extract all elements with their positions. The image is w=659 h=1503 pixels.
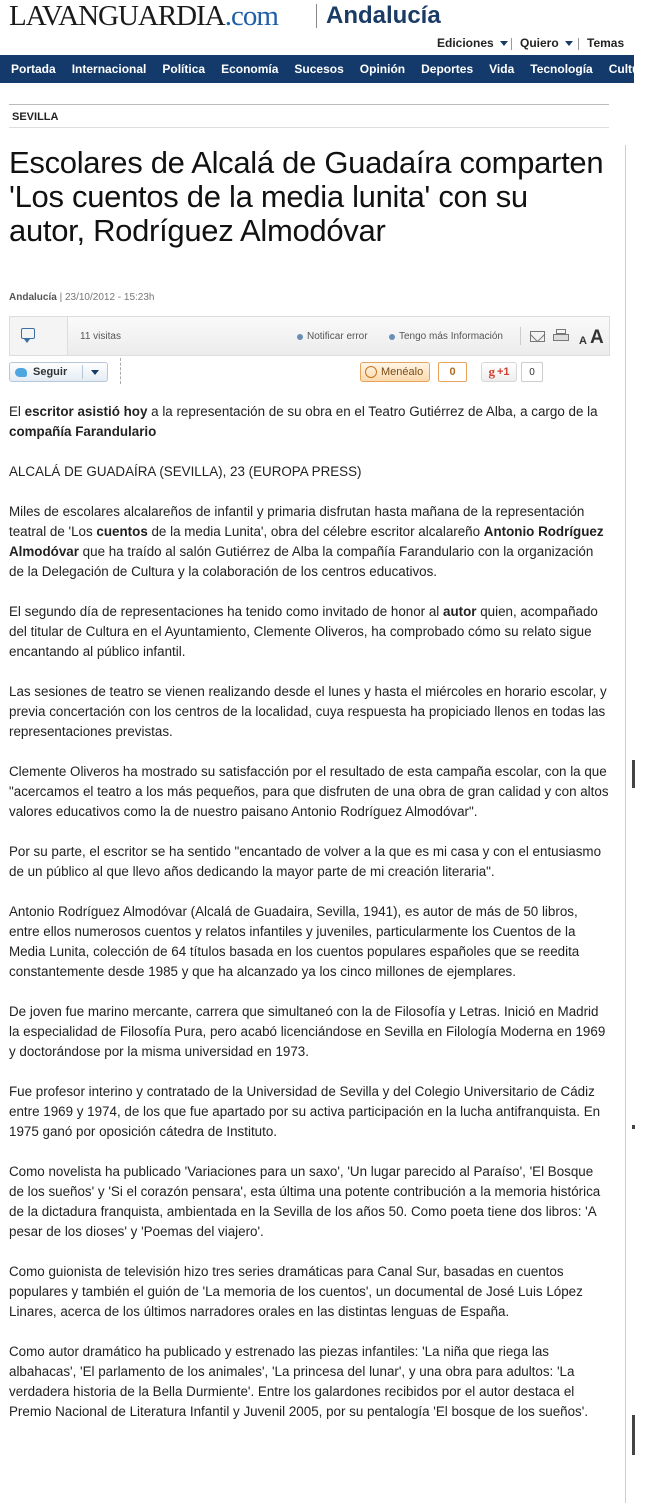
nav-item-portada[interactable]: Portada [11,62,56,76]
lead-text: El [9,404,25,419]
twitter-follow-button[interactable] [9,362,108,382]
article-paragraph [9,602,610,662]
lead-text: a la representación de su obra en el Teatro Gutiérrez de Alba, a cargo de la [147,404,598,419]
right-rail [625,145,634,1503]
article-toolbar [9,316,610,356]
quiero-menu[interactable] [520,36,573,50]
article-body [9,402,610,1442]
article-paragraph [9,502,610,582]
article-lead [9,402,610,442]
paragraph-keyword: Antonio Rodríguez Almodóvar [9,524,604,559]
ediciones-label: Ediciones [437,36,494,50]
share-divider [120,358,121,384]
meneame-count: 0 [438,362,467,382]
article-headline: Escolares de Alcalá de Guadaíra comparten 'Los cuentos de la media lunita' con su autor, Rodríguez Almodóvar [9,145,604,248]
share-bar [9,362,610,384]
meneame-icon [365,366,377,378]
nav-item-cultura[interactable]: Cultura [608,62,651,76]
utility-bar [0,32,634,54]
rail-marker [632,1125,635,1129]
gplus-button[interactable] [481,362,517,382]
article-paragraph: Antonio Rodríguez Almodóvar (Alcalá de Guadaira, Sevilla, 1941), es autor de más de 50 libros, entre ellos numerosos cuentos y relatos infantiles y juveniles, particularmente los Cuentos de la Media Lunita, colección de 64 títulos basada en los cuentos populares españoles que se reedita constantemente desde 1985 y que ha alcanzado ya los cinco millones de ejemplares. [9,904,580,979]
section-breadcrumb[interactable] [9,104,609,128]
paragraph-text: que ha traído al salón Gutiérrez de Alba la compañía Farandulario con la organización de la Delegación de Cultura y la colaboración de los centros educativos. [9,544,594,579]
gplus-icon: g [488,364,495,379]
toolbar-divider [520,327,521,345]
temas-label: Temas [587,36,625,50]
gplus-count: 0 [521,362,543,382]
email-icon[interactable] [530,331,545,342]
follow-divider [82,365,83,379]
font-increase-button[interactable]: A [590,327,604,348]
visit-count: 11 visitas [80,331,121,342]
paragraph-text: Miles de escolares alcalareños de infantil y primaria disfrutan hasta mañana de la representación teatral de 'Los [9,504,585,539]
gplus-label: +1 [496,366,510,378]
nav-item-internacional[interactable]: Internacional [71,62,147,76]
logo-divider [316,4,317,28]
nav-item-opinion[interactable]: Opinión [359,62,406,76]
ediciones-menu[interactable] [437,36,508,50]
logo-main: LAVANGUARDIA [9,0,225,32]
byline-date: 23/10/2012 - 15:23h [64,292,155,303]
bullet-icon [297,334,303,340]
chevron-down-icon [500,41,508,46]
article-paragraph: Como guionista de televisión hizo tres series dramáticas para Canal Sur, basadas en cuentos populares y también el guión de 'La memoria de los cuentos', un documental de José Luis López Linares, acerca de los últimos narradores orales en las distintas lenguas de España. [9,1264,583,1319]
notify-error-label: Notificar error [307,331,368,342]
temas-menu[interactable] [587,36,624,50]
main-nav [0,55,651,83]
more-info-label: Tengo más Información [399,331,503,342]
chevron-down-icon [565,41,573,46]
bullet-icon [389,334,395,340]
lead-keyword: escritor asistió hoy [24,404,148,419]
paragraph-text: El segundo día de representaciones ha tenido como invitado de honor al [9,604,444,619]
nav-item-deportes[interactable]: Deportes [421,62,474,76]
article-dateline: ALCALÁ DE GUADAÍRA (SEVILLA), 23 (EUROPA PRESS) [9,464,362,479]
nav-item-vida[interactable]: Vida [489,62,515,76]
more-info-link[interactable] [389,331,503,342]
section-label-text: SEVILLA [12,111,59,123]
meneame-button[interactable] [360,362,430,382]
article-paragraph: De joven fue marino mercante, carrera que simultaneó con la de Filosofía y Letras. Inició en Madrid la especialidad de Filosofía Pura, pero acabó licenciándose en Sevilla en Filología Moderna en 1969 y doctorándose por la misma universidad en 1973. [9,1004,606,1059]
paragraph-text: de la media Lunita', obra del célebre escritor alcalareño [147,524,484,539]
region-title[interactable]: Andalucía [326,2,441,29]
site-header [0,0,634,32]
print-icon[interactable] [553,329,569,343]
byline-author[interactable]: Andalucía [9,292,57,303]
byline-separator: | [59,292,63,303]
notify-error-link[interactable] [297,331,368,342]
follow-label: Seguir [33,366,68,378]
nav-item-tecnologia[interactable]: Tecnología [530,62,593,76]
comment-icon [21,328,35,339]
nav-item-sucesos[interactable]: Sucesos [294,62,344,76]
rail-marker [632,760,635,788]
utility-divider [578,38,579,50]
article-paragraph: Las sesiones de teatro se vienen realizando desde el lunes y hasta el miércoles en horario escolar, y previa concertación con los centros de la localidad, cuya respuesta ha propiciado llenos en todas las representaciones previstas. [9,684,607,739]
font-decrease-button[interactable]: A [579,335,587,347]
twitter-bird-icon [15,368,27,377]
print-icon-body [553,334,569,341]
article-paragraph: Clemente Oliveros ha mostrado su satisfacción por el resultado de esta campaña escolar, con la que "acercamos el teatro a los más pequeños, para que disfruten de una obra de gran calidad y con altos valores educativos como la de nuestro paisano Antonio Rodríguez Almodóvar". [9,764,609,819]
nav-item-politica[interactable]: Política [162,62,206,76]
logo-com: .com [224,0,278,32]
quiero-label: Quiero [520,36,559,50]
paragraph-keyword: autor [443,604,477,619]
paragraph-keyword: cuentos [96,524,148,539]
article-paragraph: Fue profesor interino y contratado de la Universidad de Sevilla y del Colegio Universitario de Cádiz entre 1969 y 1974, de los que fue apartado por su activa participación en la lucha antifranquista. En 1975 ganó por oposición cátedra de Instituto. [9,1084,601,1139]
chevron-down-icon [91,370,99,375]
rail-marker [632,1415,635,1455]
meneame-label: Menéalo [381,366,424,378]
site-logo[interactable] [9,0,278,33]
paragraph-text: quien, acompañado del titular de Cultura en el Ayuntamiento, Clemente Oliveros, ha comprobado cómo su relato sigue encantando al público infantil. [9,604,598,659]
comments-button[interactable] [10,317,68,355]
article-paragraph: Por su parte, el escritor se ha sentido "encantado de volver a la que es mi casa y con el entusiasmo de un público al que llevo años dedicando la mayor parte de mi creación literaria". [9,844,602,879]
article-paragraph: Como autor dramático ha publicado y estrenado las piezas infantiles: 'La niña que riega las albahacas', 'El parlamento de los animales', 'La princesa del lunar', y una obra para adultos: 'La verdadera historia de la Bella Durmiente'. Entre los galardones recibidos por el autor destaca el Premio Nacional de Literatura Infantil y Juvenil 2005, por su pentalogía 'El bosque de los sueños'. [9,1344,589,1419]
lead-keyword: compañía Farandulario [9,424,157,439]
article-paragraph: Como novelista ha publicado 'Variaciones para un saxo', 'Un lugar parecido al Paraíso', 'El Bosque de los sueños' y 'Si el corazón pensara', esta última una potente contribución a la memoria histórica de la dictadura franquista, ambientada en la Sevilla de los años 50. Como poeta tiene dos libros: 'A pesar de los dioses' y 'Poemas del viajero'. [9,1164,601,1239]
utility-divider [511,38,512,50]
nav-item-economia[interactable]: Economía [221,62,279,76]
article-byline [9,292,155,303]
